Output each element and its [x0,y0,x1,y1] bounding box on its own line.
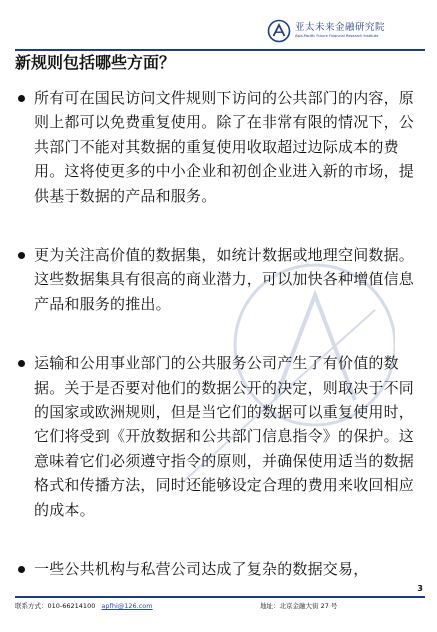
bullet-item [15,557,425,581]
bullet-dot-icon [18,252,25,259]
bullet-text: 更为关注高价值的数据集，如统计数据或地理空间数据。这些数据集具有很高的商业潜力，可以加快各种增值信息产品和服务的推出。 [34,246,415,313]
institute-logo [267,18,427,44]
logo-text [295,23,385,38]
contact-phone: 联系方式：010-66214100 [15,602,96,610]
bullet-item [15,86,425,208]
bullet-text: 运输和公用事业部门的公共服务公司产生了有价值的数据。关于是否要对他们的数据公开的决定，则取决于不同的国家或欧洲规则，但是当它们的数据可以重复使用时，它们将受到《开放数据和公共部门信息指令》的保护。这意味着它们必须遵守指令的原则，并确保使用适当的数据格式和传播方法，同时还能够设定合理的费用来收回相应的成本。 [34,354,415,519]
logo-name: 亚太未来金融研究院 [295,22,386,34]
footer-contact [15,601,153,610]
section-title: 新规则包括哪些方面？ [15,53,176,72]
bullet-text: 一些公共机构与私营公司达成了复杂的数据交易， [34,560,369,579]
footer-address: 地址：北京金融大街 27 号 [260,602,338,610]
header-divider [15,49,425,51]
bullet-text: 所有可在国民访问文件规则下访问的公共部门的内容，原则上都可以免费重复使用。除了在非常有限的情况下，公共部门不能对其数据的重复使用收取超过边际成本的费用。这将使更多的中小企业和初创企业进入新的市场，提供基于数据的产品和服务。 [34,89,415,205]
contact-email-link[interactable]: apfhi@126.com [101,602,153,610]
bullet-dot-icon [18,360,25,367]
footer-divider [15,596,425,598]
institute-emblem-icon [267,19,291,43]
bullet-list [15,86,425,582]
bullet-dot-icon [18,95,25,102]
logo-subtitle: Asia-Pacific Future Financial Research Institute [295,33,379,38]
bullet-item [15,351,425,522]
bullet-item [15,243,425,316]
bullet-dot-icon [18,566,25,573]
page-number: 3 [417,584,423,593]
